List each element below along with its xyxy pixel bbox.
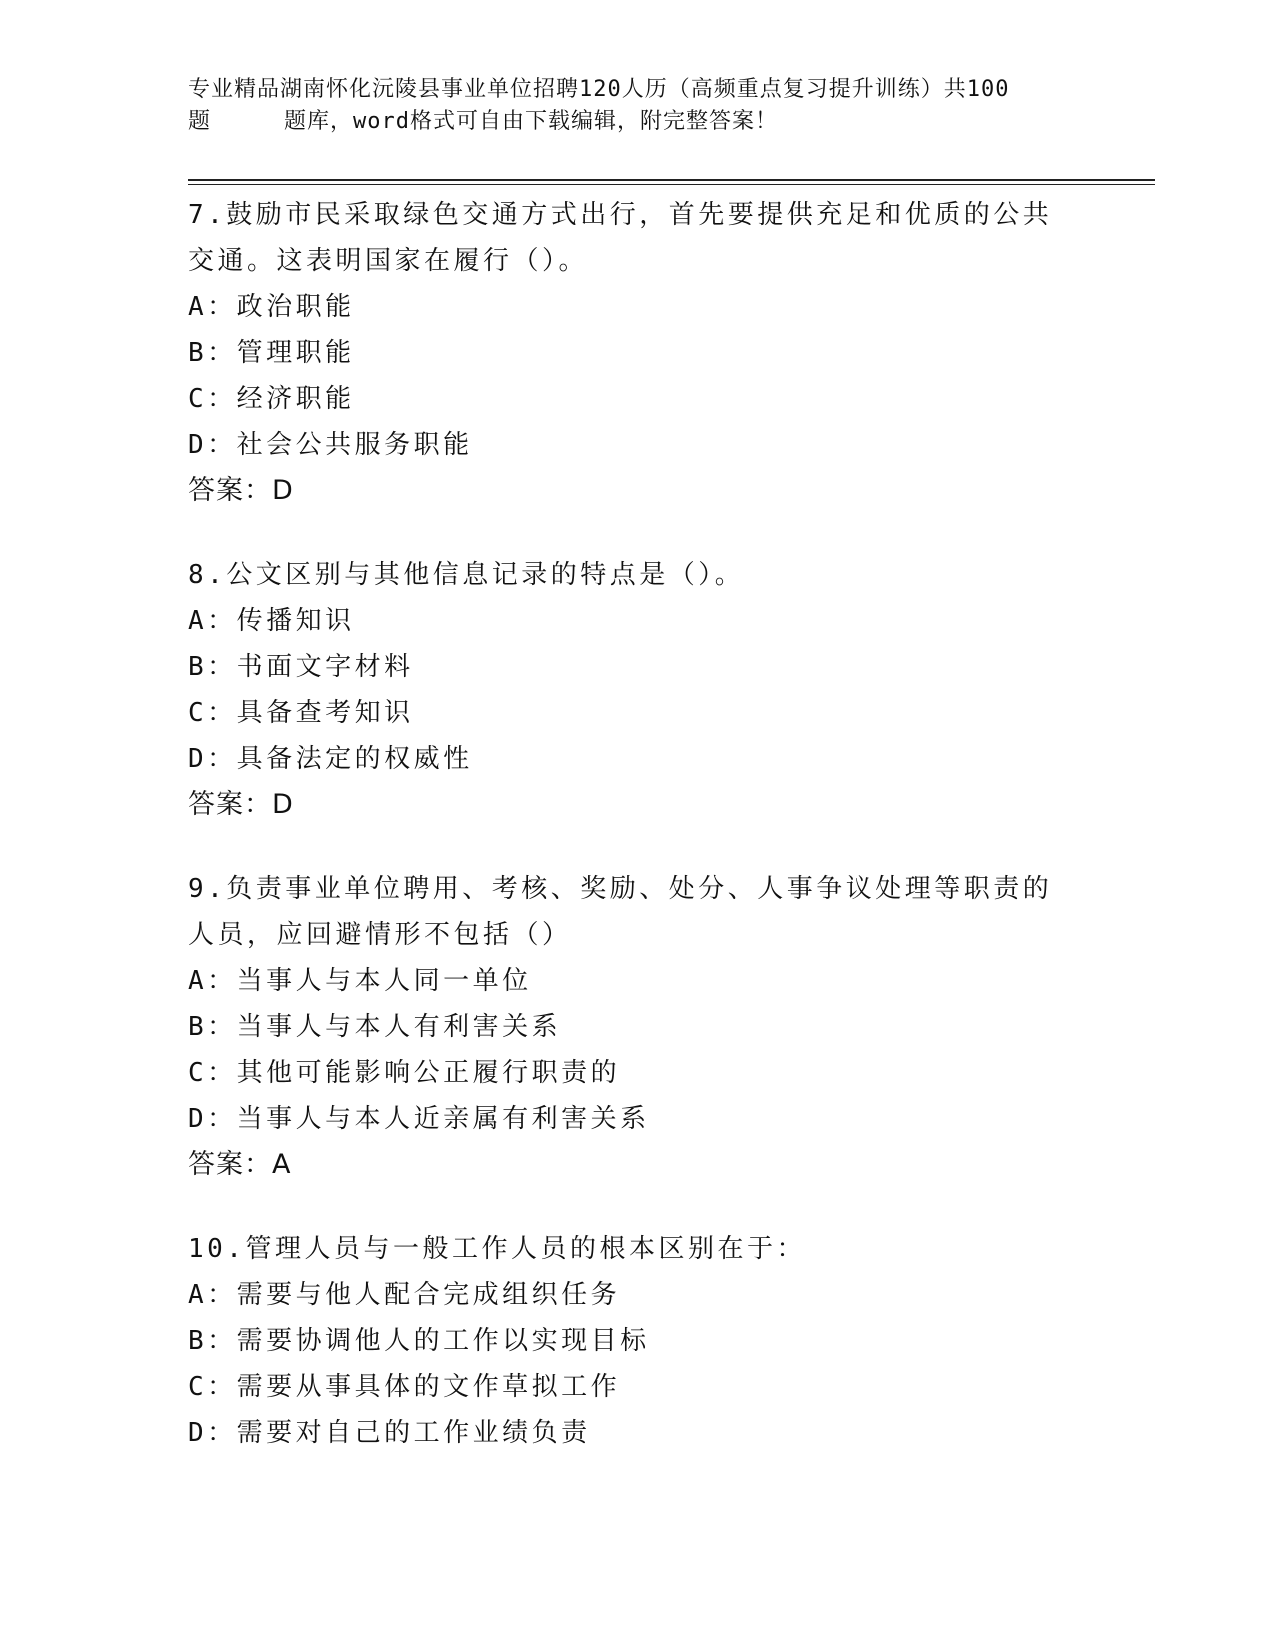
option-a: A：当事人与本人同一单位 bbox=[188, 966, 532, 996]
question-8 bbox=[188, 552, 1088, 828]
header-divider-thin bbox=[188, 184, 1155, 185]
option-a: A：需要与他人配合完成组织任务 bbox=[188, 1280, 621, 1310]
header-divider-thick bbox=[188, 179, 1155, 181]
question-stem: 7.鼓励市民采取绿色交通方式出行，首先要提供充足和优质的公共交通。这表明国家在履行（）。 bbox=[188, 200, 1053, 276]
question-list bbox=[188, 192, 1088, 1494]
answer: 答案：D bbox=[188, 789, 294, 820]
header-title-line-2 bbox=[188, 106, 1088, 138]
question-7 bbox=[188, 192, 1088, 514]
option-b: B：当事人与本人有利害关系 bbox=[188, 1012, 562, 1042]
option-a: A：传播知识 bbox=[188, 606, 355, 636]
option-b: B：需要协调他人的工作以实现目标 bbox=[188, 1326, 650, 1356]
option-d: D：具备法定的权威性 bbox=[188, 744, 473, 774]
option-a: A：政治职能 bbox=[188, 292, 355, 322]
question-stem: 8.公文区别与其他信息记录的特点是（）。 bbox=[188, 560, 745, 590]
question-10 bbox=[188, 1226, 1088, 1456]
option-c: C：其他可能影响公正履行职责的 bbox=[188, 1058, 621, 1088]
option-d: D：需要对自己的工作业绩负责 bbox=[188, 1418, 591, 1448]
answer: 答案：A bbox=[188, 1149, 292, 1180]
header-title-line-2-rest: 题库，word格式可自由下载编辑，附完整答案！ bbox=[284, 109, 778, 134]
option-c: C：需要从事具体的文作草拟工作 bbox=[188, 1372, 621, 1402]
option-c: C：经济职能 bbox=[188, 384, 355, 414]
option-d: D：社会公共服务职能 bbox=[188, 430, 473, 460]
option-b: B：书面文字材料 bbox=[188, 652, 414, 682]
question-9 bbox=[188, 866, 1088, 1188]
question-stem: 10.管理人员与一般工作人员的根本区别在于： bbox=[188, 1234, 806, 1264]
header-title-line-2-start: 题 bbox=[188, 109, 212, 134]
answer: 答案：D bbox=[188, 475, 294, 506]
option-d: D：当事人与本人近亲属有利害关系 bbox=[188, 1104, 650, 1134]
header-title-line-1: 专业精品湖南怀化沅陵县事业单位招聘120人历（高频重点复习提升训练）共100 bbox=[188, 77, 1010, 102]
option-b: B：管理职能 bbox=[188, 338, 355, 368]
document-header bbox=[188, 74, 1088, 138]
question-stem: 9.负责事业单位聘用、考核、奖励、处分、人事争议处理等职责的人员，应回避情形不包括（） bbox=[188, 874, 1053, 950]
option-c: C：具备查考知识 bbox=[188, 698, 414, 728]
